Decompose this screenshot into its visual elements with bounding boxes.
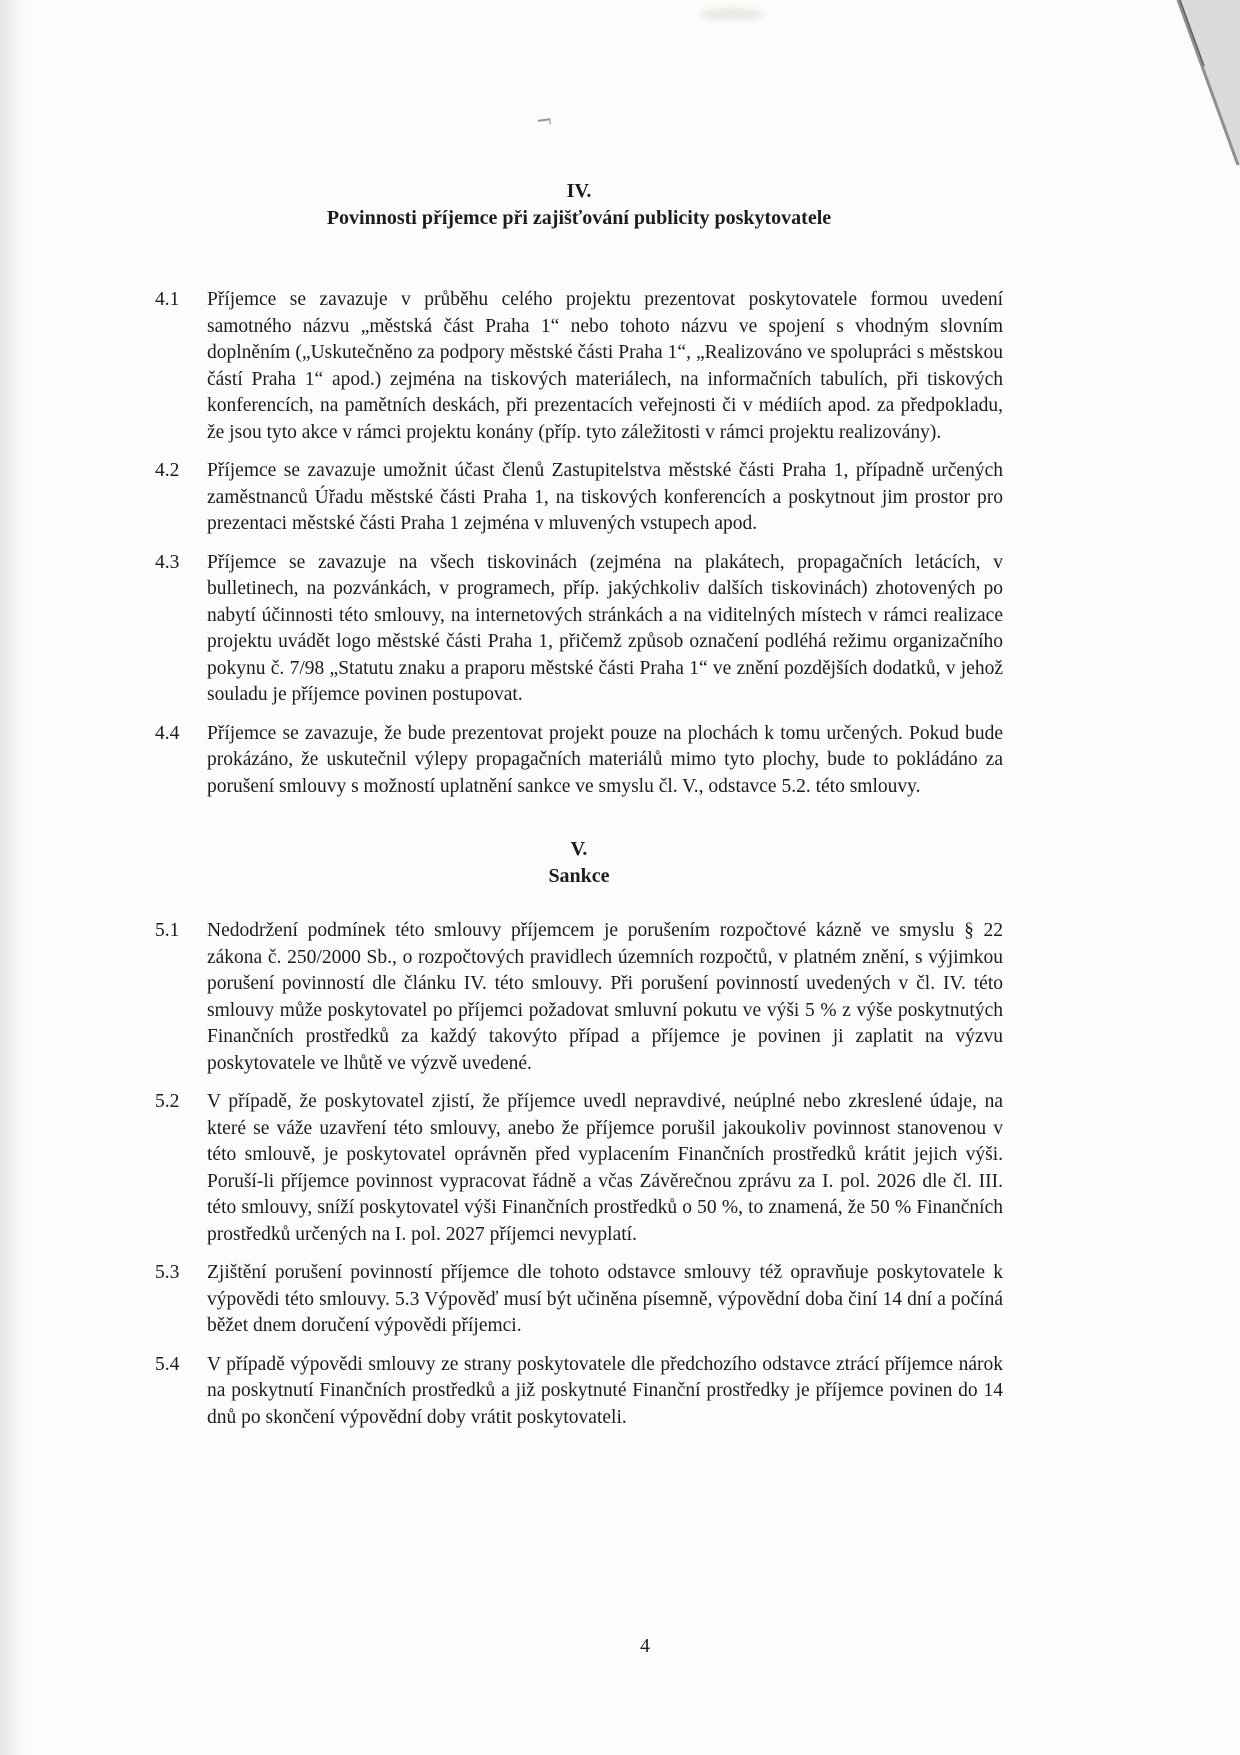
clause-4-2-number: 4.2	[155, 460, 180, 481]
clause-4-1-number: 4.1	[155, 289, 180, 310]
clause-4-4-number: 4.4	[155, 722, 180, 744]
clause-5-3-number: 5.3	[155, 1262, 180, 1283]
clause-4-3	[155, 550, 1003, 709]
clause-5-4	[155, 1352, 1003, 1432]
clause-4-2	[155, 458, 1003, 538]
clause-5-4-number: 5.4	[155, 1353, 180, 1375]
clause-5-4-text: V případě výpovědi smlouvy ze strany poskytovatele dle předchozího odstavce ztrácí příjemce nárok na poskytnutí Finančních prostředků a již poskytnuté Finanční prostředky je příjemce povinen do 14 dnů po skončení výpovědní doby vrátit poskytovateli.	[207, 1353, 1003, 1428]
page-number: 4	[640, 1636, 650, 1657]
clause-5-2-text: V případě, že poskytovatel zjistí, že příjemce uvedl nepravdivé, neúplné nebo zkreslené údaje, na které se váže uzavření této smlouvy, anebo že příjemce porušil jakoukoliv povinnost stanovenou v této smlouvě, je poskytovatel oprávněn před vyplacením Finančních prostředků krátit jejich výši. Poruší-li příjemce povinnost vypracovat řádně a včas Závěrečnou zprávu za I. pol. 2026 dle čl. III. této smlouvy, sníží poskytovatel výši Finančních prostředků o 50 %, to znamená, že 50 % Finančních prostředků určených na I. pol. 2027 příjemci nevyplatí.	[207, 1091, 1003, 1245]
clause-5-1	[155, 918, 1003, 1077]
clause-5-2-number: 5.2	[155, 1091, 180, 1112]
clause-4-3-number: 4.3	[155, 551, 180, 573]
clause-4-2-text: Příjemce se zavazuje umožnit účast členů Zastupitelstva městské části Praha 1, případně určených zaměstnanců Úřadu městské části Praha 1, na tiskových konferencích a poskytnout jim prostor pro prezentaci městské části Praha 1 zejména v mluvených vstupech apod.	[207, 460, 1003, 534]
clause-4-4	[155, 721, 1003, 801]
clause-4-1	[155, 287, 1003, 446]
clause-5-1-text: Nedodržení podmínek této smlouvy příjemcem je porušením rozpočtové kázně ve smyslu § 22 zákona č. 250/2000 Sb., o rozpočtových pravidlech územních rozpočtů, v platném znění, s výjimkou porušení povinností dle článku IV. této smlouvy. Při porušení povinností uvedených v čl. IV. této smlouvy může poskytovatel po příjemci požadovat smluvní pokutu ve výši 5 % z výše poskytnutých Finančních prostředků za každý takovýto případ a příjemce je povinen ji zaplatit na výzvu poskytovatele ve lhůtě ve výzvě uvedené.	[207, 920, 1003, 1074]
clause-5-1-number: 5.1	[155, 920, 180, 941]
section-iv-title: Povinnosti příjemce při zajišťování publicity poskytovatele	[326, 207, 832, 229]
clause-4-4-text: Příjemce se zavazuje, že bude prezentovat projekt pouze na plochách k tomu určených. Pokud bude prokázáno, že uskutečnil výlepy propagačních materiálů mimo tyto plochy, bude to pokládáno za porušení smlouvy s možností uplatnění sankce ve smyslu čl. V., odstavce 5.2. této smlouvy.	[207, 722, 1003, 797]
section-v-number: V.	[570, 838, 588, 860]
section-v-heading	[155, 836, 1003, 890]
clause-5-2	[155, 1089, 1003, 1248]
section-iv-heading	[155, 178, 1003, 232]
clause-4-1-text: Příjemce se zavazuje v průběhu celého projektu prezentovat poskytovatele formou uvedení samotného názvu „městská část Praha 1“ nebo tohoto názvu ve spojení s vhodným slovním doplněním („Uskutečněno za podpory městské části Praha 1“, „Realizováno ve spolupráci s městskou částí Praha 1“ apod.) zejména na tiskových materiálech, na informačních tabulích, při tiskových konferencích, na pamětních deskách, při prezentacích veřejnosti či v médiích apod. za předpokladu, že jsou tyto akce v rámci projektu konány (příp. tyto záležitosti v rámci projektu realizovány).	[207, 289, 1003, 443]
section-iv-number: IV.	[566, 180, 592, 202]
clause-5-3	[155, 1260, 1003, 1340]
clause-4-3-text: Příjemce se zavazuje na všech tiskovinách (zejména na plakátech, propagačních letácích, v bulletinech, na pozvánkách, v programech, příp. jakýchkoliv dalších tiskovinách) zhotovených po nabytí účinnosti této smlouvy, na internetových stránkách a na viditelných místech v rámci realizace projektu uvádět logo městské části Praha 1, přičemž způsob označení podléhá režimu organizačního pokynu č. 7/98 „Statutu znaku a praporu městské části Praha 1“ ve znění pozdějších dodatků, v jehož souladu je příjemce povinen postupovat.	[207, 551, 1003, 705]
section-v-title: Sankce	[548, 865, 610, 887]
clause-5-3-text: Zjištění porušení povinností příjemce dle tohoto odstavce smlouvy též opravňuje poskytovatele k výpovědi této smlouvy. 5.3 Výpověď musí být učiněna písemně, výpovědní doba činí 14 dní a počíná běžet dnem doručení výpovědi příjemci.	[207, 1262, 1003, 1336]
